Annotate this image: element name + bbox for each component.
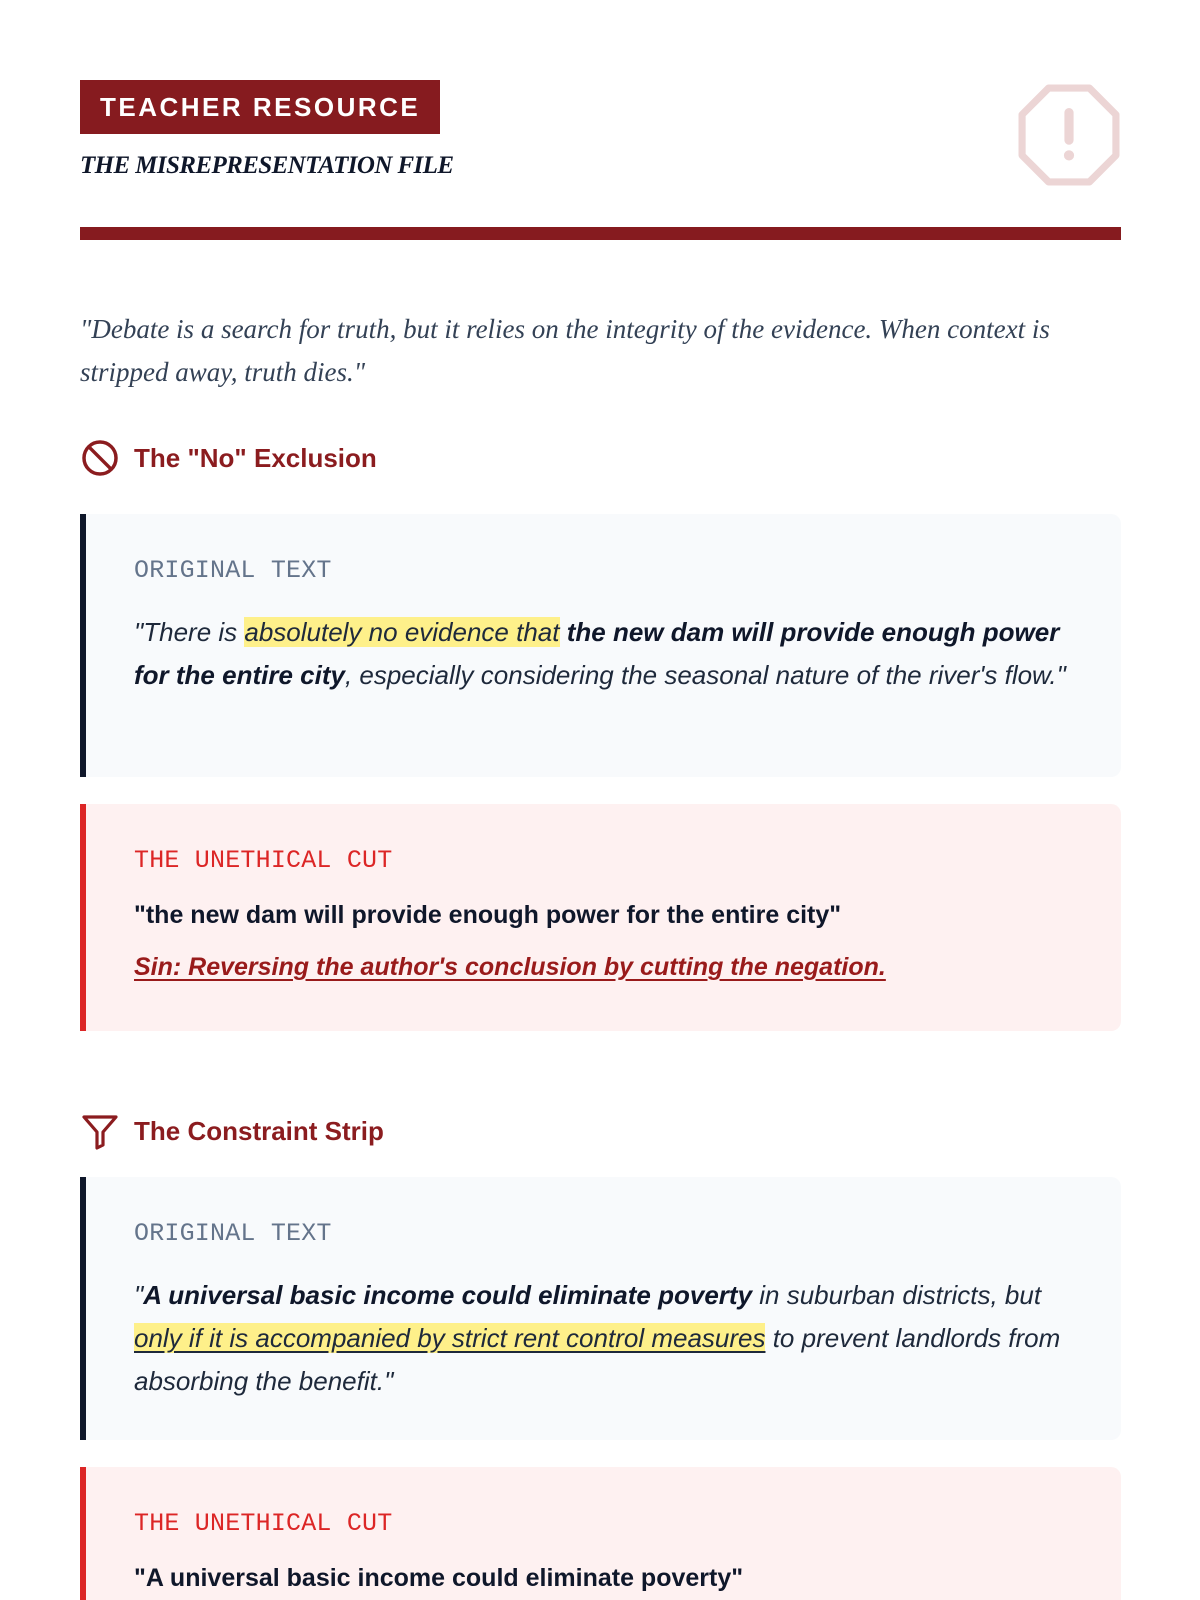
quote-text: , especially considering the seasonal nature of the river's flow." <box>344 660 1066 690</box>
page-subtitle: THE MISREPRESENTATION FILE <box>80 152 454 179</box>
bold-claim: A universal basic income could eliminate poverty <box>143 1280 753 1310</box>
section-heading-no-exclusion <box>80 438 377 478</box>
filter-icon <box>80 1111 120 1151</box>
quote-text: " <box>134 1280 144 1310</box>
resource-badge: TEACHER RESOURCE <box>80 80 440 134</box>
card-label: THE UNETHICAL CUT <box>134 1509 393 1538</box>
quote-text: to prevent landlords from absorbing the benefit." <box>134 1323 1061 1396</box>
highlighted-phrase: absolutely no evidence that <box>244 617 560 647</box>
octagon-exclamation-icon <box>1018 84 1120 186</box>
bold-claim: the new dam will provide enough power for the entire city <box>134 617 1060 690</box>
unethical-cut-card <box>80 1467 1121 1600</box>
cut-quote: "the new dam will provide enough power for the entire city" <box>134 901 842 929</box>
card-label: THE UNETHICAL CUT <box>134 846 393 875</box>
section-heading-constraint-strip <box>80 1111 384 1151</box>
ban-icon <box>80 438 120 478</box>
quote-text: in suburban districts, but <box>752 1280 1042 1310</box>
sin-explanation: Sin: Reversing the author's conclusion by cutting the negation. <box>134 953 886 981</box>
card-label: ORIGINAL TEXT <box>134 556 332 585</box>
section-title: The Constraint Strip <box>134 1115 384 1146</box>
section-title: The "No" Exclusion <box>134 442 377 473</box>
original-quote <box>134 1274 1075 1403</box>
original-quote <box>134 611 1075 697</box>
page-header <box>80 80 1120 240</box>
highlighted-phrase: only if it is accompanied by strict rent control measures <box>134 1323 766 1353</box>
unethical-cut-card <box>80 804 1121 1031</box>
intro-quote: "Debate is a search for truth, but it relies on the integrity of the evidence. When context is stripped away, truth dies." <box>80 314 1050 387</box>
quote-text: "There is <box>134 617 245 647</box>
card-label: ORIGINAL TEXT <box>134 1219 332 1248</box>
cut-quote: "A universal basic income could eliminate poverty" <box>134 1564 744 1592</box>
original-text-card <box>80 1177 1121 1440</box>
header-divider <box>80 227 1121 240</box>
original-text-card <box>80 514 1121 777</box>
quote-text <box>560 617 567 647</box>
